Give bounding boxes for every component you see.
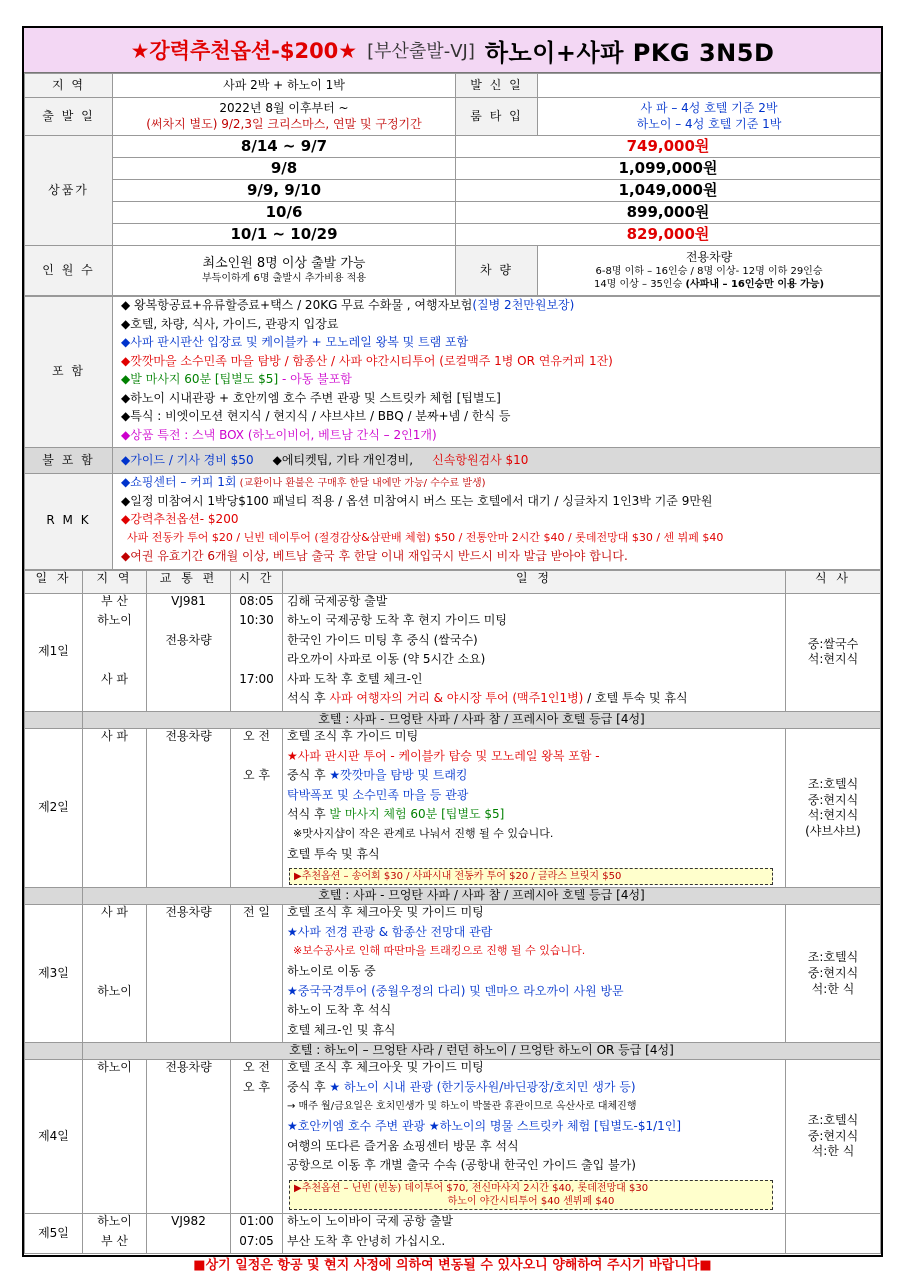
day-region: 하노이 bbox=[97, 1213, 132, 1228]
itinerary-line: 석식 후 bbox=[287, 691, 330, 706]
day-region: 하노이 bbox=[97, 983, 132, 998]
day-time: 08:05 bbox=[239, 593, 274, 608]
exclude-guide: ◆가이드 / 기사 경비 $50 bbox=[121, 452, 254, 467]
meal: 석:한 식 bbox=[811, 1144, 855, 1159]
day-transport: VJ981 bbox=[171, 593, 206, 608]
option-line: ▶추천옵션 – 닌빈 (빈농) 데이투어 $70, 전신마사지 2시간 $40, 롯데전망대 $30 bbox=[294, 1182, 649, 1194]
schedule-table bbox=[24, 570, 881, 1255]
itinerary-line: 호텔 조식 후 체크아웃 및 가이드 미팅 bbox=[287, 1060, 484, 1075]
info-table bbox=[24, 73, 881, 296]
itinerary-line: ★사파 판시판 투어 - 케이블카 탑승 및 모노레일 왕복 포함 - bbox=[287, 748, 600, 763]
day-transport: 전용차량 bbox=[165, 632, 212, 647]
itinerary-line: 한국인 가이드 미팅 후 중식 (쌀국수) bbox=[287, 632, 478, 647]
price-value: 1,099,000원 bbox=[456, 158, 881, 180]
day-region: 부 산 bbox=[101, 1233, 128, 1248]
include-line: ◆사파 판시판산 입장료 및 케이블카 + 모노레일 왕복 및 트램 포함 bbox=[121, 335, 469, 349]
option-box bbox=[289, 1180, 773, 1210]
itinerary-line: ★사파 전경 관광 & 함종산 전망대 관람 bbox=[287, 924, 493, 939]
header-transport: 교 통 편 bbox=[147, 570, 231, 593]
hotel-info: 호텔 : 사파 - 므엉탄 사파 / 사파 참 / 프레시아 호텔 등급 [4성] bbox=[83, 712, 881, 729]
header-meal: 식 사 bbox=[786, 570, 881, 593]
exclude-test: 신속항원검사 $10 bbox=[432, 452, 529, 467]
itinerary-line: ※맛사지샵이 작은 관계로 나눠서 진행 될 수 있습니다. bbox=[293, 827, 554, 841]
include-line: ◆호텔, 차량, 식사, 가이드, 관광지 입장료 bbox=[121, 316, 339, 331]
include-line: ◆상품 특전 : 스낵 BOX (하노이비어, 베트남 간식 – 2인1개) bbox=[121, 427, 437, 442]
itinerary-line: 호텔 조식 후 가이드 미팅 bbox=[287, 729, 419, 744]
day-label: 제3일 bbox=[25, 905, 83, 1043]
itinerary-line: ★ 하노이 시내 관광 (한기둥사원/바딘광장/호치민 생가 등) bbox=[329, 1079, 636, 1094]
hotel-info: 호텔 : 하노이 – 므엉탄 사라 / 런던 하노이 / 므엉탄 하노이 OR 등급 [4성] bbox=[83, 1043, 881, 1060]
price-value: 829,000원 bbox=[456, 224, 881, 246]
itinerary-line: 하노이 노이바이 국제 공항 출발 bbox=[287, 1213, 453, 1228]
issue-value bbox=[538, 74, 881, 98]
day-label: 제5일 bbox=[25, 1213, 83, 1253]
rmk-line: ◆여권 유효기간 6개월 이상, 베트남 출국 후 한달 이내 재입국시 반드시 비자 발급 받아야 합니다. bbox=[121, 549, 628, 563]
itinerary-line: ★중국국경투어 (중월우정의 다리) 및 덴마으 라오까이 사원 방문 bbox=[287, 983, 624, 998]
price-value: 1,049,000원 bbox=[456, 180, 881, 202]
day-region: 하노이 bbox=[97, 1060, 132, 1075]
include-line: ◆발 마사지 60분 [팁별도 $5] bbox=[121, 372, 279, 386]
day-time: 17:00 bbox=[239, 671, 274, 686]
day-row bbox=[25, 1060, 881, 1214]
day-time: 10:30 bbox=[239, 613, 274, 628]
day-transport: 전용차량 bbox=[165, 1060, 212, 1075]
day-label: 제1일 bbox=[25, 593, 83, 712]
price-value: 899,000원 bbox=[456, 202, 881, 224]
header-itinerary: 일 정 bbox=[283, 570, 786, 593]
itinerary-line: 중식 후 bbox=[287, 1079, 330, 1094]
day-row bbox=[25, 1213, 881, 1253]
itinerary-line: 사파 여행자의 거리 & 야시장 투어 (맥주1인1병) bbox=[329, 691, 584, 706]
day-region: 사 파 bbox=[101, 729, 128, 744]
day-region: 하노이 bbox=[97, 613, 132, 628]
itinerary-line: ※보수공사로 인해 따딴마을 트래킹으로 진행 될 수 있습니다. bbox=[293, 944, 586, 958]
meal: 석:한 식 bbox=[811, 981, 855, 996]
day-transport: 전용차량 bbox=[165, 905, 212, 920]
day-label: 제4일 bbox=[25, 1060, 83, 1214]
itinerary-line: 김해 국제공항 출발 bbox=[287, 593, 388, 608]
day-transport: 전용차량 bbox=[165, 729, 212, 744]
depart-label: 출 발 일 bbox=[25, 98, 113, 136]
itinerary-line: / 호텔 투숙 및 휴식 bbox=[583, 691, 688, 706]
promo-title: ★강력추천옵션-$200★ bbox=[130, 39, 358, 63]
day-label: 제2일 bbox=[25, 729, 83, 888]
price-date: 9/9, 9/10 bbox=[113, 180, 456, 202]
rmk-line: ◆강력추천옵션- $200 bbox=[121, 512, 239, 526]
day-row bbox=[25, 729, 881, 888]
day-time: 오 전 bbox=[243, 1060, 270, 1075]
itinerary-line: ★호안끼엠 호수 주변 관광 ★하노이의 명물 스트릿카 체험 [팁별도-$1/1인] bbox=[287, 1119, 682, 1134]
car-line3a: 14명 이상 – 35인승 bbox=[593, 279, 683, 291]
meal: 중:현지식 bbox=[807, 1128, 859, 1143]
product-title: 하노이+사파 PKG 3N5D bbox=[484, 38, 775, 67]
rmk-line: ◆일정 미참여시 1박당$100 패널티 적용 / 옵션 미참여시 버스 또는 호텔에서 대기 / 싱글차지 1인3박 기준 9만원 bbox=[121, 493, 713, 508]
itinerary-line: ★깟깟마을 탐방 및 트래킹 bbox=[329, 768, 468, 783]
room-line2: 하노이 – 4성 호텔 기준 1박 bbox=[636, 116, 782, 131]
include-line: (질병 2천만원보장) bbox=[472, 298, 575, 312]
include-line: ◆하노이 시내관광 + 호안끼엠 호수 주변 관광 및 스트릿카 체험 [팁별도] bbox=[121, 390, 501, 405]
itinerary-line: 호텔 투숙 및 휴식 bbox=[287, 846, 380, 861]
room-line1: 사 파 – 4성 호텔 기준 2박 bbox=[640, 100, 778, 115]
include-line: ◆특식 : 비엣이모션 현지식 / 현지식 / 샤브샤브 / BBQ / 분짜+넴 / 한식 등 bbox=[121, 409, 511, 423]
itinerary-line: 하노이 도착 후 석식 bbox=[287, 1003, 392, 1018]
itinerary-line: 하노이로 이동 중 bbox=[287, 964, 376, 978]
pax-line1: 최소인원 8명 이상 출발 가능 bbox=[202, 255, 366, 271]
meal: 석:현지식 bbox=[807, 808, 859, 823]
include-line: ◆깟깟마을 소수민족 마을 탐방 / 함종산 / 사파 야간시티투어 (로컬맥주 1병 OR 연유커피 1잔) bbox=[121, 353, 613, 368]
itinerary-line: 여행의 또다른 즐거움 쇼핑센터 방문 후 석식 bbox=[287, 1138, 519, 1153]
car-line2: 6-8명 이하 – 16인승 / 8명 이상- 12명 이하 29인승 bbox=[595, 266, 823, 278]
document-title bbox=[24, 28, 881, 73]
meal: 조:호텔식 bbox=[807, 950, 859, 965]
day-region: 부 산 bbox=[101, 593, 128, 608]
price-date: 10/1 ~ 10/29 bbox=[113, 224, 456, 246]
itinerary-document bbox=[22, 26, 883, 1274]
itinerary-line: 부산 도착 후 안녕히 가십시오. bbox=[287, 1233, 446, 1248]
pax-label: 인 원 수 bbox=[25, 246, 113, 296]
price-label: 상품가 bbox=[25, 136, 113, 246]
depart-line2: (써차지 별도) 9/2,3일 크리스마스, 연말 및 구정기간 bbox=[146, 116, 422, 131]
day-time: 01:00 bbox=[239, 1213, 274, 1228]
include-table bbox=[24, 296, 881, 570]
itinerary-line: 탁박폭포 및 소수민족 마을 등 관광 bbox=[287, 787, 469, 802]
header-time: 시 간 bbox=[231, 570, 283, 593]
rmk-line: (교환이나 환불은 구매후 한달 내에만 가능/ 수수료 발생) bbox=[236, 478, 486, 489]
day-transport: VJ982 bbox=[171, 1213, 206, 1228]
meal: (샤브샤브) bbox=[805, 823, 861, 838]
price-value: 749,000원 bbox=[456, 136, 881, 158]
day-time: 오 전 bbox=[243, 729, 270, 744]
price-date: 10/6 bbox=[113, 202, 456, 224]
exclude-etc: ◆에티켓팁, 기타 개인경비, bbox=[272, 452, 414, 467]
meal: 중:현지식 bbox=[807, 966, 859, 980]
depart-line1: 2022년 8월 이후부터 ~ bbox=[219, 100, 349, 115]
itinerary-line: 호텔 체크-인 및 휴식 bbox=[287, 1022, 396, 1037]
itinerary-line: 사파 도착 후 호텔 체크-인 bbox=[287, 671, 423, 686]
issue-label: 발 신 일 bbox=[456, 74, 538, 98]
room-label: 룸 타 입 bbox=[456, 98, 538, 136]
car-label: 차 량 bbox=[456, 246, 538, 296]
car-line3b: (사파내 – 16인승만 이용 가능) bbox=[685, 279, 825, 291]
meal: 조:호텔식 bbox=[807, 1113, 859, 1128]
itinerary-line: 발 마사지 체험 60분 [팁별도 $5] bbox=[329, 807, 505, 822]
exclude-label: 불 포 함 bbox=[25, 448, 113, 474]
day-time: 오 후 bbox=[243, 768, 270, 783]
meal: 중:쌀국수 bbox=[807, 636, 859, 651]
itinerary-line: 석식 후 bbox=[287, 807, 330, 822]
rmk-label: R M K bbox=[25, 474, 113, 570]
rmk-line: ◆쇼핑센터 – 커피 1회 bbox=[121, 475, 237, 489]
itinerary-line: 호텔 조식 후 체크아웃 및 가이드 미팅 bbox=[287, 905, 484, 920]
header-region: 지 역 bbox=[83, 570, 147, 593]
hotel-info: 호텔 : 사파 - 므엉탄 사파 / 사파 참 / 프레시아 호텔 등급 [4성] bbox=[83, 888, 881, 905]
car-line1: 전용차량 bbox=[685, 249, 733, 264]
meal: 석:현지식 bbox=[807, 652, 859, 667]
region-label: 지 역 bbox=[25, 74, 113, 98]
price-date: 8/14 ~ 9/7 bbox=[113, 136, 456, 158]
itinerary-line: 하노이 국제공항 도착 후 현지 가이드 미팅 bbox=[287, 613, 507, 628]
price-date: 9/8 bbox=[113, 158, 456, 180]
day-time: 전 일 bbox=[243, 905, 270, 920]
footer-notice: ■상기 일정은 항공 및 현지 사정에 의하여 변동될 수 있사오니 양해하여 주시기 바랍니다■ bbox=[193, 1258, 712, 1274]
include-label: 포 함 bbox=[25, 297, 113, 448]
option-box: ▶추천옵션 – 송어회 $30 / 사파시내 전동카 투어 $20 / 글라스 브릿지 $50 bbox=[289, 868, 773, 885]
header-day: 일 자 bbox=[25, 570, 83, 593]
include-line: ◆ 왕복항공료+유류할증료+택스 / 20KG 무료 수화물 , 여행자보험 bbox=[121, 298, 473, 312]
itinerary-line: 중식 후 bbox=[287, 768, 330, 783]
day-time: 오 후 bbox=[243, 1079, 270, 1094]
option-line: 하노이 야간시티투어 $40 센뷔페 $40 bbox=[447, 1195, 615, 1207]
day-row bbox=[25, 905, 881, 1043]
include-line: - 아동 불포함 bbox=[278, 372, 352, 386]
origin-title: [부산출발-VJ] bbox=[367, 41, 475, 62]
day-time: 07:05 bbox=[239, 1233, 274, 1248]
itinerary-line: → 매주 월/금요일은 호치민생가 및 하노이 박물관 휴관이므로 옥산사로 대체진행 bbox=[287, 1100, 637, 1112]
meal: 중:현지식 bbox=[807, 792, 859, 807]
region-value: 사파 2박 + 하노이 1박 bbox=[113, 74, 456, 98]
pax-line2: 부득이하게 6명 출발시 추가비용 적용 bbox=[202, 273, 366, 285]
day-row bbox=[25, 593, 881, 712]
itinerary-line: 라오까이 사파로 이동 (약 5시간 소요) bbox=[287, 652, 486, 667]
meal: 조:호텔식 bbox=[807, 776, 859, 791]
day-region: 사 파 bbox=[101, 671, 128, 686]
rmk-line: 사파 전동카 투어 $20 / 닌빈 데이투어 (절경감상&삼판배 체험) $50 / 전통안마 2시간 $40 / 롯데전망대 $30 / 센 뷔페 $40 bbox=[127, 530, 724, 544]
day-region: 사 파 bbox=[101, 905, 128, 920]
itinerary-line: 공항으로 이동 후 개별 출국 수속 (공항내 한국인 가이드 출입 불가) bbox=[287, 1158, 636, 1173]
